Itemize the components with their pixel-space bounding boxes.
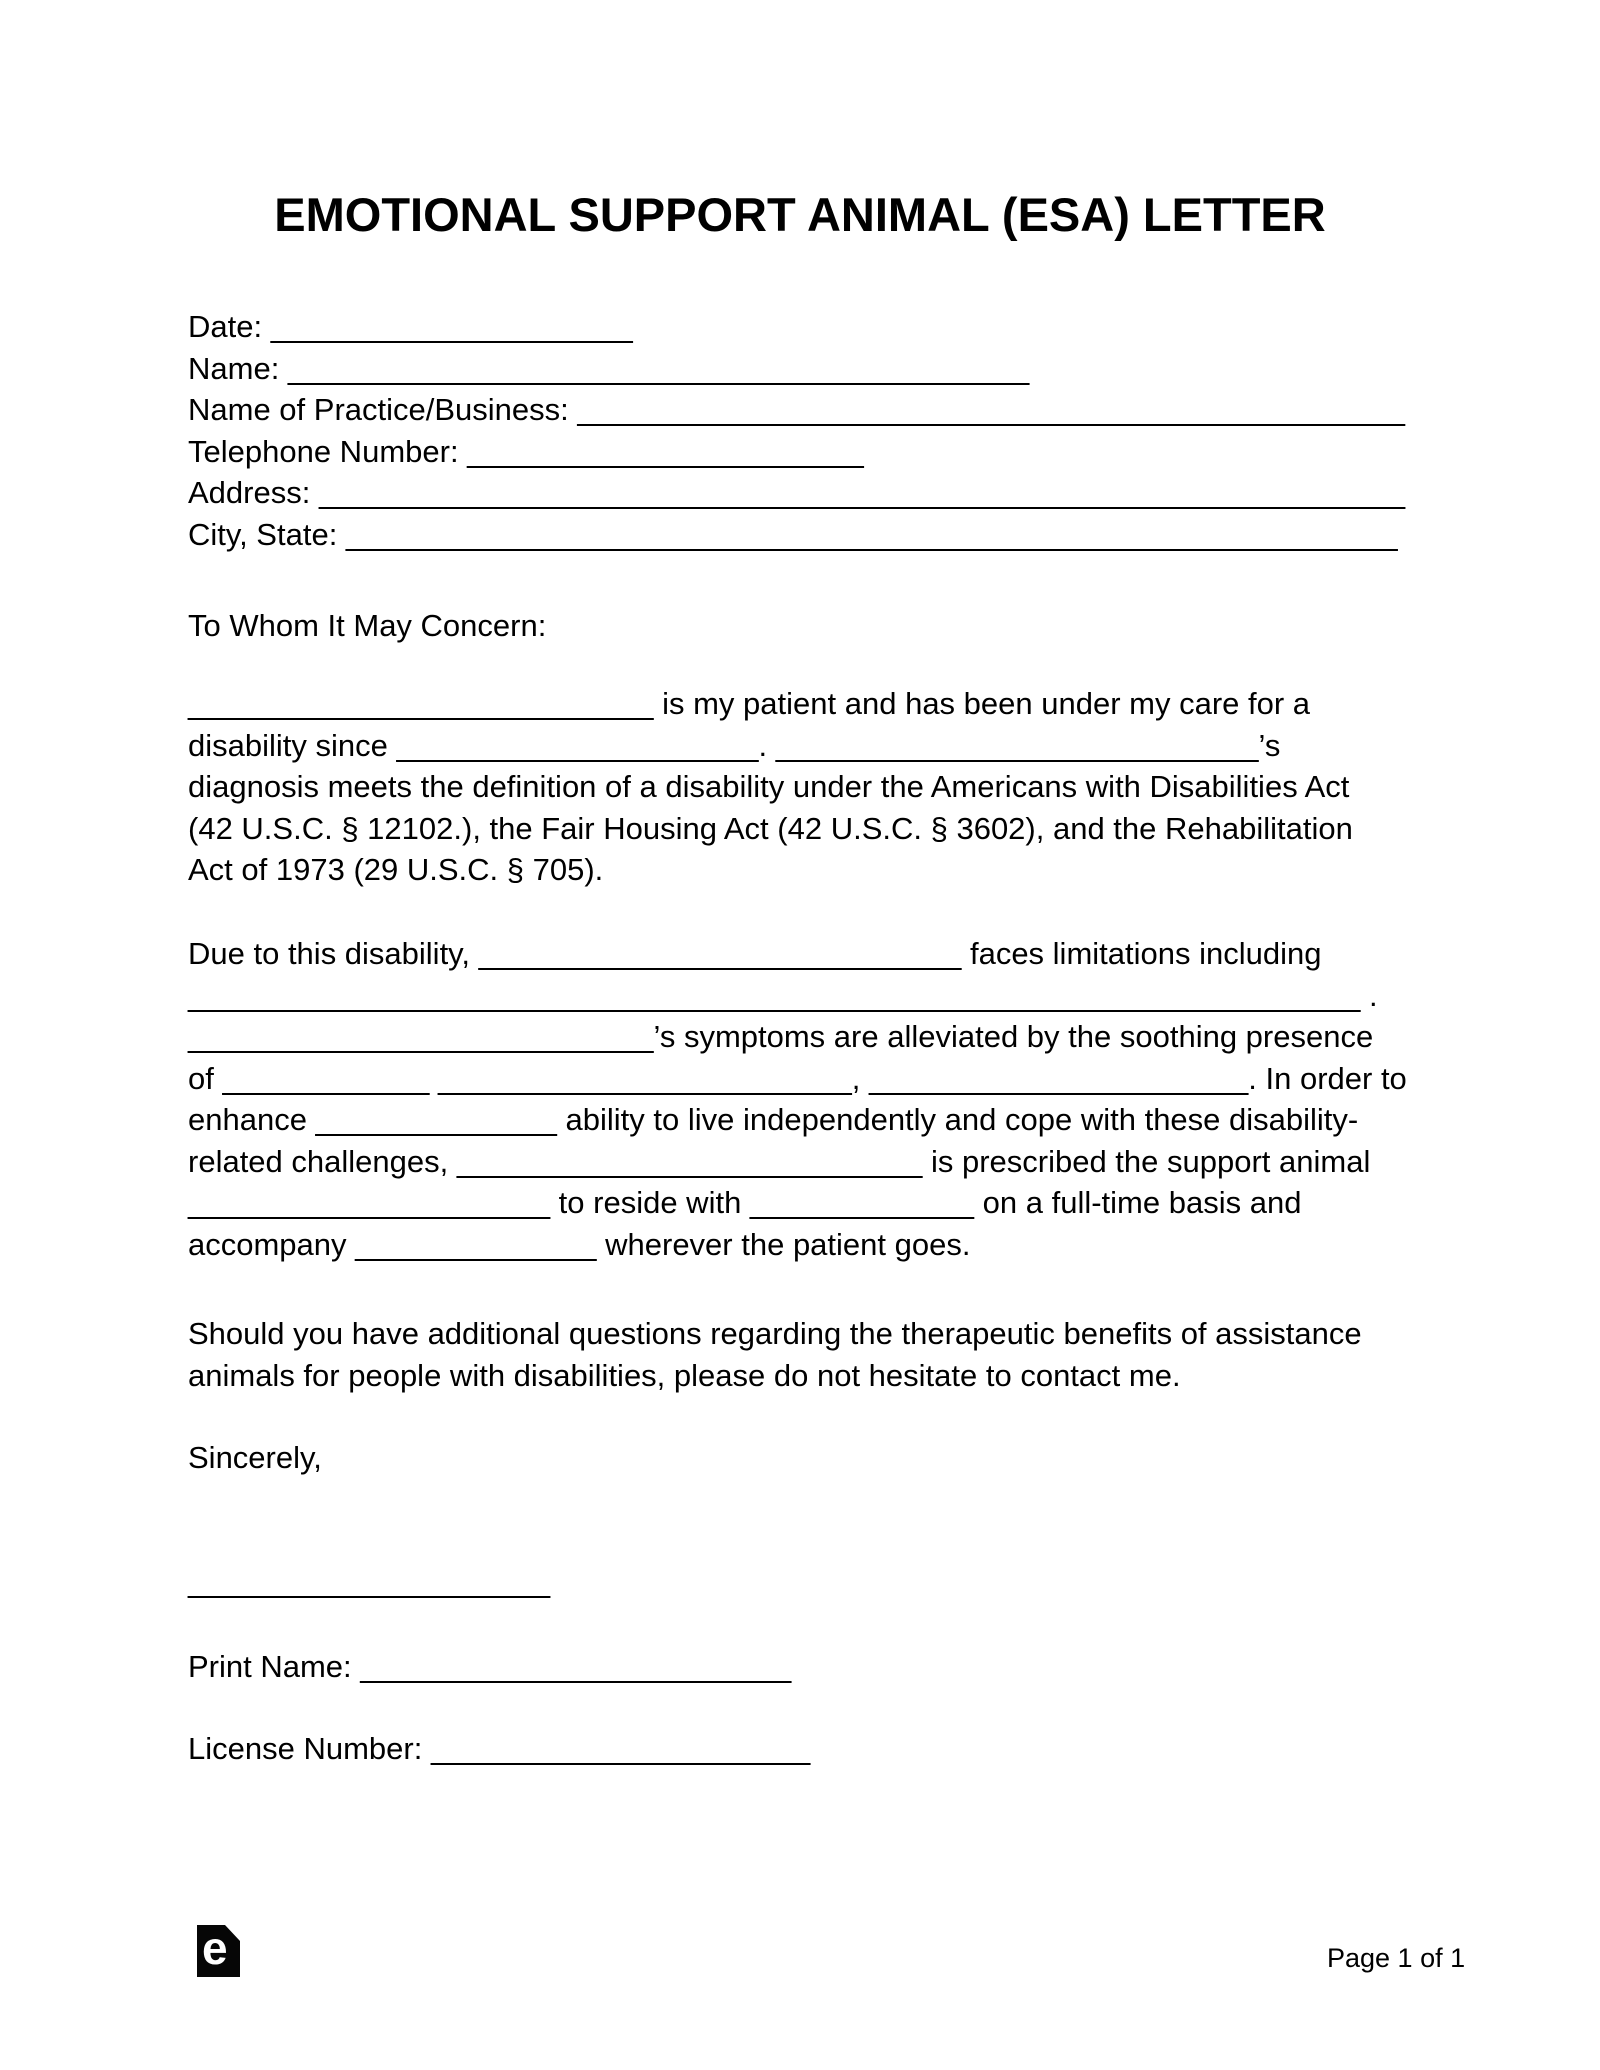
paragraph-line: Should you have additional questions regarding the therapeutic benefits of assistance: [188, 1316, 1362, 1351]
paragraph-line: Due to this disability, ____________________________ faces limitations including: [188, 936, 1322, 971]
field-practice-business: [188, 389, 1405, 431]
paragraph-line: disability since _____________________. ____________________________’s: [188, 727, 1281, 763]
paragraph-line: ___________________________’s symptoms are alleviated by the soothing presence: [188, 1019, 1374, 1054]
address-blank: _______________________________________________________________: [318, 475, 1406, 510]
eforms-logo: [197, 1922, 240, 1977]
print-name-blank: _________________________: [360, 1649, 792, 1684]
telephone-label: Telephone Number:: [188, 433, 468, 469]
field-date: [188, 306, 1405, 348]
salutation: To Whom It May Concern:: [188, 608, 547, 643]
paragraph-line: Act of 1973 (29 U.S.C. § 705).: [188, 852, 604, 887]
field-address: [188, 472, 1405, 514]
address-label: Address:: [188, 475, 319, 510]
paragraph-line: of ____________ ________________________, ______________________. In order to: [188, 1060, 1407, 1096]
paragraph-line: enhance ______________ ability to live independently and cope with these disability-: [188, 1102, 1359, 1137]
paragraph-limitations: [188, 933, 1407, 1265]
paragraph-line: accompany ______________ wherever the patient goes.: [188, 1226, 971, 1262]
eforms-logo-letter: e: [202, 1922, 228, 1974]
field-license-number: [188, 1728, 810, 1770]
practice-business-blank: ________________________________________________: [577, 392, 1405, 427]
paragraph-line: animals for people with disabilities, please do not hesitate to contact me.: [188, 1357, 1181, 1393]
letterhead-fields: [188, 306, 1405, 555]
paragraph-line: ___________________________ is my patient and has been under my care for a: [188, 686, 1311, 721]
date-label: Date:: [188, 309, 271, 344]
paragraph-line: _____________________ to reside with _____________ on a full-time basis and: [188, 1185, 1302, 1220]
signature-line: _____________________: [188, 1564, 551, 1599]
paragraph-patient-intro: [188, 683, 1353, 891]
date-blank: _____________________: [270, 309, 633, 344]
license-number-blank: ______________________: [430, 1731, 811, 1766]
city-state-blank: _____________________________________________________________: [345, 516, 1398, 552]
paragraph-line: related challenges, ___________________________ is prescribed the support animal: [188, 1143, 1371, 1179]
print-name-label: Print Name:: [188, 1649, 361, 1684]
document-title: EMOTIONAL SUPPORT ANIMAL (ESA) LETTER: [274, 188, 1326, 241]
paragraph-line: diagnosis meets the definition of a disability under the Americans with Disabilities Act: [188, 769, 1350, 804]
paragraph-contact: [188, 1313, 1362, 1396]
city-state-label: City, State:: [188, 516, 346, 552]
license-number-label: License Number:: [188, 1731, 431, 1766]
field-telephone: [188, 431, 1405, 473]
name-label: Name:: [188, 350, 288, 386]
field-name: [188, 348, 1405, 390]
field-print-name: [188, 1646, 791, 1688]
practice-business-label: Name of Practice/Business:: [188, 392, 578, 427]
paragraph-line: ____________________________________________________________________ .: [188, 977, 1378, 1013]
telephone-blank: _______________________: [467, 433, 864, 469]
name-blank: ___________________________________________: [287, 350, 1030, 386]
closing: Sincerely,: [188, 1440, 322, 1475]
page-number: Page 1 of 1: [1327, 1943, 1466, 1973]
paragraph-line: (42 U.S.C. § 12102.), the Fair Housing Act (42 U.S.C. § 3602), and the Rehabilitation: [188, 810, 1353, 846]
field-city-state: [188, 514, 1405, 556]
